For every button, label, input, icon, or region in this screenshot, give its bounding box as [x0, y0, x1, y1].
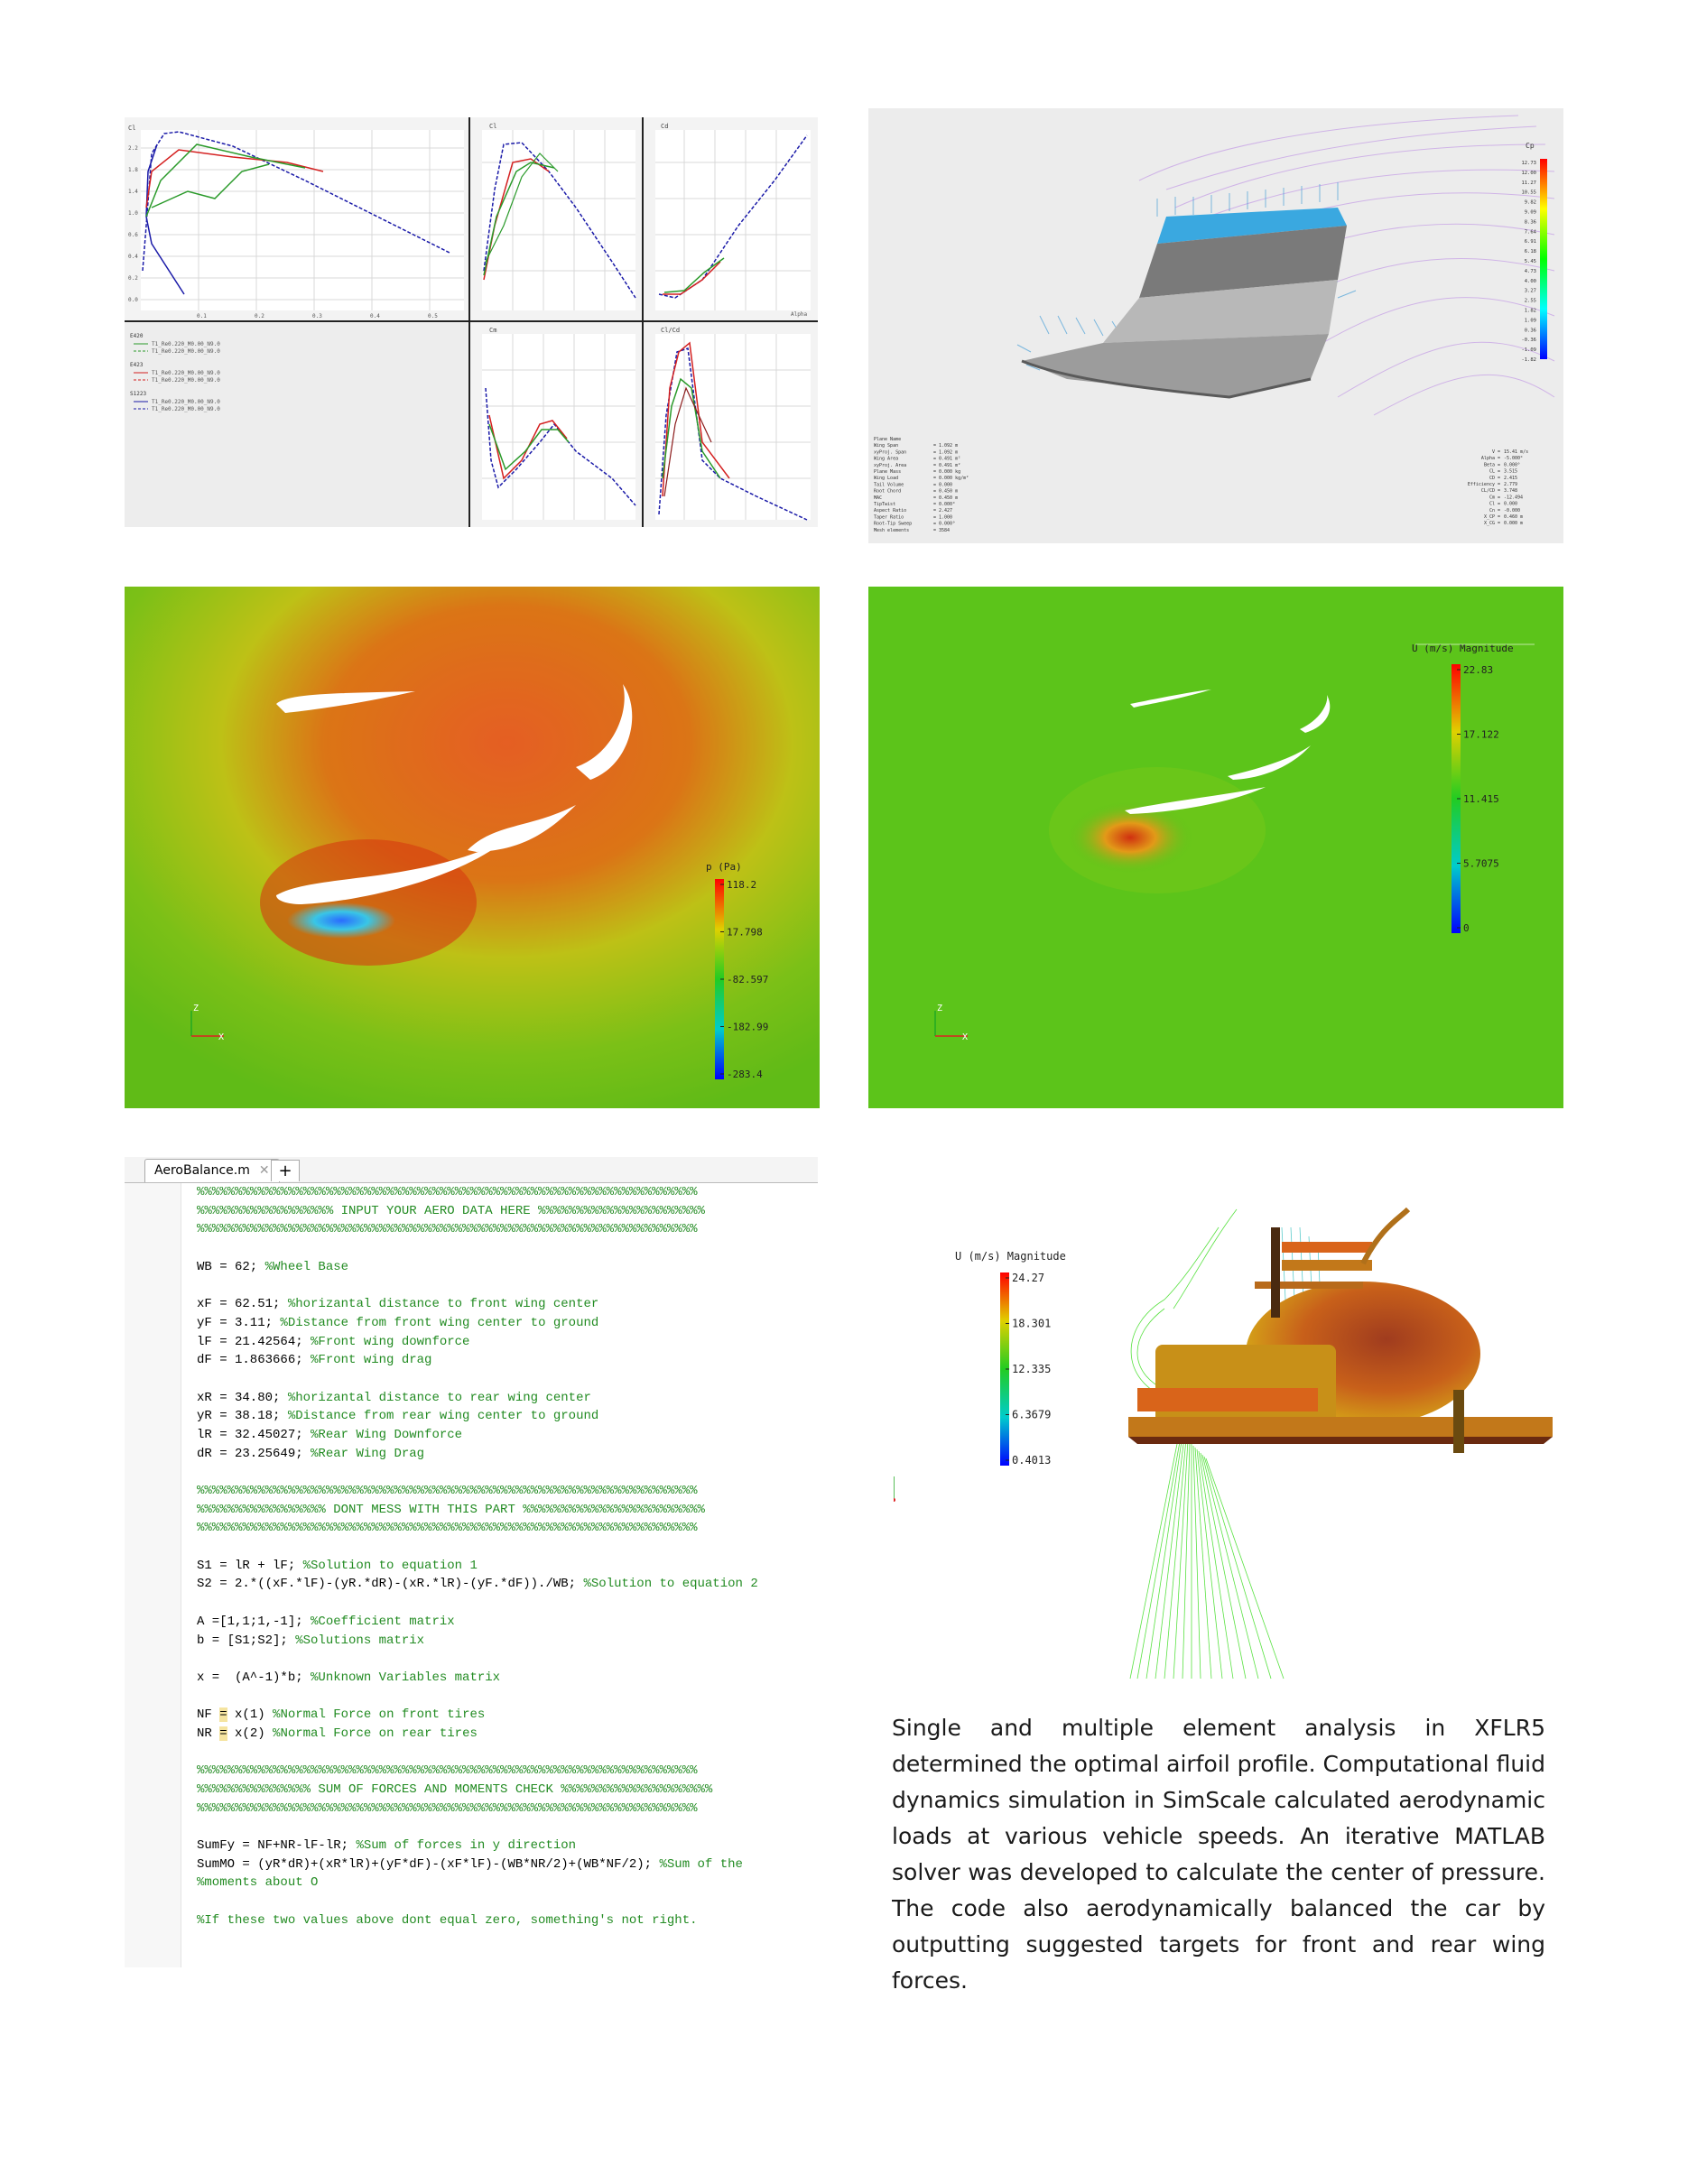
xflr5-3d-wing-view [868, 108, 1563, 543]
plane-info-label: xyProj. Span [874, 449, 907, 456]
code-line[interactable] [125, 1706, 818, 1725]
code-text: %%%%%%%%%%%%%%%%%% INPUT YOUR AERO DATA HERE %%%%%%%%%%%%%%%%%%%%%% [197, 1203, 705, 1218]
flight-info-label: Beta = [1483, 462, 1500, 468]
plane-info-label: Wing Span [874, 443, 899, 449]
code-text: b = [S1;S2]; %Solutions matrix [197, 1633, 425, 1648]
cl-axis-label: Cl [128, 125, 136, 132]
code-line[interactable] [125, 1892, 818, 1911]
svg-text:0.4: 0.4 [128, 254, 138, 260]
axis-triad [894, 1471, 921, 1516]
code-text: %%%%%%%%%%%%%%% SUM OF FORCES AND MOMENTS CHECK %%%%%%%%%%%%%%%%%%%% [197, 1782, 713, 1797]
plane-info-value: = 0.000 kg [933, 469, 961, 475]
code-text: %%%%%%%%%%%%%%%%%%%%%%%%%%%%%%%%%%%%%%%%%%%%%%%%%%%%%%%%%%%%%%%%%% [197, 1800, 698, 1816]
code-line[interactable] [125, 1874, 818, 1892]
code-text [181, 1892, 197, 1911]
velocity-legend-tick-label: 22.83 [1463, 664, 1494, 676]
code-line[interactable] [125, 1632, 818, 1651]
code-line[interactable] [125, 1258, 818, 1277]
code-text [181, 1594, 197, 1613]
flight-info-label: X_CP = [1483, 514, 1500, 520]
flight-info-value: 0.460 m [1504, 514, 1524, 520]
axis-x-label: X [962, 1032, 969, 1042]
cp-scale-tick: 6.18 [1524, 249, 1536, 255]
code-line[interactable] [125, 1837, 818, 1855]
velocity-contour-plot [868, 587, 1563, 1108]
xflr5-polar-plots [125, 117, 818, 527]
cp-scale-tick: -1.82 [1521, 357, 1536, 363]
cp-scale-tick: -0.36 [1521, 338, 1536, 344]
code-text: NR = x(2) %Normal Force on rear tires [197, 1726, 478, 1741]
velocity-legend-title: U (m/s) Magnitude [1412, 643, 1514, 654]
cp-scale-tick: 6.91 [1524, 239, 1536, 245]
code-text [181, 1930, 197, 1949]
plane-info-value: = 2.427 [933, 508, 953, 514]
plane-info-label: TipTwist [874, 502, 896, 507]
flight-info-label: Cm = [1489, 495, 1500, 501]
pressure-legend-tick-label: 118.2 [727, 879, 757, 891]
caption-paragraph: Single and multiple element analysis in XFLR5 determined the optimal airfoil profile. Computational fluid dynamics simulation in SimScale calculated aerodynamic loads at various vehicle speeds. An iterative MATLAB solver was developed to calculate the center of pressure. The code also aerodynamically balanced the car by outputting suggested targets for front and rear wing forces. [892, 1715, 1545, 1994]
code-line[interactable] [125, 1762, 818, 1781]
flight-info-value: -0.000 [1504, 507, 1521, 514]
axis-x-label: X [218, 1032, 225, 1042]
code-line[interactable] [125, 1855, 818, 1874]
flight-info-value: -5.000° [1504, 456, 1524, 462]
code-line[interactable] [125, 1800, 818, 1818]
svg-text:0.6: 0.6 [128, 232, 138, 238]
code-text: S1 = lR + lF; %Solution to equation 1 [197, 1558, 478, 1573]
cd-alpha-plot [655, 123, 811, 318]
code-text: %%%%%%%%%%%%%%%%%%%%%%%%%%%%%%%%%%%%%%%%%%%%%%%%%%%%%%%%%%%%%%%%%% [197, 1185, 698, 1199]
code-text [181, 1688, 197, 1707]
code-line[interactable] [125, 1930, 818, 1949]
code-line[interactable] [125, 1445, 818, 1464]
code-line[interactable] [125, 1239, 818, 1258]
flight-info-label: CL/CD = [1480, 488, 1500, 495]
flight-info-value: 0.000 m [1504, 521, 1524, 527]
car-legend-tick-label: 0.4013 [1012, 1454, 1052, 1467]
legend-entry: T1_Re0.220_M0.00_N9.0 [152, 377, 220, 384]
car-legend-tick-label: 18.301 [1012, 1317, 1052, 1330]
code-text: lF = 21.42564; %Front wing downforce [197, 1334, 470, 1349]
code-text: %%%%%%%%%%%%%%%%%%%%%%%%%%%%%%%%%%%%%%%%%%%%%%%%%%%%%%%%%%%%%%%%%% [197, 1521, 698, 1536]
code-line[interactable] [125, 1594, 818, 1613]
flight-info-label: X_CG = [1483, 521, 1500, 527]
cp-scale-tick: -1.09 [1521, 347, 1536, 354]
flight-info-label: Cn = [1489, 507, 1500, 514]
plane-info-label: Plane Mass [874, 469, 902, 475]
cl-cd-plot [128, 125, 464, 319]
code-line[interactable] [125, 1333, 818, 1352]
axis-z-label: Z [937, 1004, 943, 1013]
code-line[interactable] [125, 1613, 818, 1632]
flight-info-value: 0.000 [1504, 501, 1518, 507]
pressure-legend-tick-label: -182.99 [727, 1021, 769, 1033]
code-text: dF = 1.863666; %Front wing drag [197, 1353, 432, 1368]
code-text: %%%%%%%%%%%%%%%%%%%%%%%%%%%%%%%%%%%%%%%%%%%%%%%%%%%%%%%%%%%%%%%%%% [197, 1763, 698, 1779]
code-text: %%%%%%%%%%%%%%%%%%%%%%%%%%%%%%%%%%%%%%%%%%%%%%%%%%%%%%%%%%%%%%%%%% [197, 1222, 698, 1237]
code-line[interactable] [125, 1482, 818, 1501]
car-legend-tick-label: 6.3679 [1012, 1408, 1052, 1421]
velocity-legend-tick-label: 5.7075 [1463, 857, 1499, 870]
code-line[interactable] [125, 1501, 818, 1520]
code-text: A =[1,1;1,-1]; %Coefficient matrix [197, 1614, 455, 1629]
svg-text:1.4: 1.4 [128, 189, 138, 195]
flight-info-label: Alpha = [1480, 456, 1500, 462]
cl-cd-ratio-plot [655, 327, 811, 520]
pressure-legend-tick-label: 17.798 [727, 926, 763, 939]
add-tab-button[interactable]: + [271, 1160, 300, 1181]
code-line[interactable] [125, 1688, 818, 1707]
svg-text:0.2: 0.2 [255, 313, 264, 319]
flight-info-label: V = [1491, 449, 1500, 455]
plane-info-value: = 0.000° [933, 502, 956, 507]
flight-info-value: 15.41 m/s [1504, 449, 1529, 455]
legend-entry: T1_Re0.220_M0.00_N9.0 [152, 348, 220, 355]
cp-scale-tick: 12.00 [1521, 170, 1536, 176]
cp-scale-tick: 11.27 [1521, 180, 1536, 186]
clcd-axis-label: Cl/Cd [661, 327, 681, 334]
cp-scale-tick: 4.73 [1524, 268, 1536, 274]
plane-info-label: Wing Load [874, 476, 899, 482]
svg-text:0.1: 0.1 [197, 313, 207, 319]
svg-text:0.4: 0.4 [370, 313, 380, 319]
legend-group-e420: E420 [130, 333, 144, 339]
plane-info-label: Tail Volume [874, 482, 904, 488]
code-text: WB = 62; %Wheel Base [197, 1259, 349, 1274]
plane-info-value: = 0.000° [933, 521, 956, 527]
code-text [181, 1650, 197, 1669]
cl-axis-label: Cl [489, 123, 497, 130]
car-legend-tick-label: 24.27 [1012, 1272, 1045, 1284]
plane-info-label: Aspect Ratio [874, 508, 907, 514]
code-line[interactable] [125, 1220, 818, 1239]
plane-info-label: Root-Tip Sweep [874, 521, 913, 527]
svg-text:0.3: 0.3 [312, 313, 322, 319]
plane-info-value: = 0.000 kg/m² [933, 476, 969, 482]
alpha-axis-label: Alpha [791, 311, 808, 318]
code-text: NF = x(1) %Normal Force on front tires [197, 1707, 486, 1723]
car-legend-tick-label: 12.335 [1012, 1363, 1052, 1375]
cp-scale-tick: 1.09 [1524, 318, 1536, 324]
code-text: xF = 62.51; %horizantal distance to front wing center [197, 1297, 599, 1312]
flight-info-value: 0.000° [1504, 462, 1521, 468]
plane-info-label: Plane Name [874, 437, 902, 442]
legend-entry: T1_Re0.220_M0.00_N9.0 [152, 370, 220, 376]
cd-axis-label: Cd [661, 123, 669, 130]
flight-info-label: Efficiency = [1467, 482, 1500, 487]
velocity-legend-tick-label: 11.415 [1463, 793, 1499, 805]
editor-code-area[interactable] [125, 1183, 818, 1967]
flight-info-value: 2.779 [1504, 482, 1518, 487]
legend-entry: T1_Re0.220_M0.00_N9.0 [152, 406, 220, 412]
code-text [181, 1538, 197, 1557]
pressure-contour-plot [125, 587, 820, 1108]
car-legend-title: U (m/s) Magnitude [955, 1250, 1066, 1263]
svg-text:1.0: 1.0 [128, 210, 138, 217]
legend-entry: T1_Re0.220_M0.00_N9.0 [152, 341, 220, 347]
cp-scale-tick: 8.36 [1524, 219, 1536, 226]
code-text: %%%%%%%%%%%%%%%%%%%%%%%%%%%%%%%%%%%%%%%%%%%%%%%%%%%%%%%%%%%%%%%%%% [197, 1484, 698, 1498]
legend-group-s1223: S1223 [130, 391, 147, 397]
code-text: SumMO = (yR*dR)+(xR*lR)+(yF*dF)-(xF*lF)-(WB*NR/2)+(WB*NF/2); %Sum of the [197, 1856, 743, 1872]
code-line[interactable] [125, 1575, 818, 1594]
cp-scale-tick: 3.27 [1524, 288, 1536, 294]
svg-text:1.8: 1.8 [128, 167, 138, 173]
code-text: dR = 23.25649; %Rear Wing Drag [197, 1446, 425, 1461]
code-line[interactable] [125, 1911, 818, 1930]
pressure-legend-tick-label: -283.4 [727, 1069, 763, 1080]
plane-info-label: Mesh elements [874, 527, 910, 533]
plane-info-label: MAC [874, 495, 883, 501]
code-line[interactable] [125, 1818, 818, 1837]
flight-info-label: CL = [1489, 468, 1500, 475]
code-line[interactable] [125, 1557, 818, 1576]
cp-scale-tick: 1.82 [1524, 308, 1536, 314]
flight-info-value: -12.494 [1504, 495, 1524, 501]
plane-info-value: = 0.000 [933, 482, 953, 488]
code-text: lR = 32.45027; %Rear Wing Downforce [197, 1427, 463, 1442]
cp-scale-tick: 5.45 [1524, 259, 1536, 264]
code-line[interactable] [125, 1370, 818, 1389]
plane-info-value: = 1.092 m [933, 443, 959, 449]
cp-scale-tick: 7.64 [1524, 229, 1536, 236]
svg-text:0.2: 0.2 [128, 275, 138, 282]
plane-info-value: = 0.450 m [933, 495, 959, 501]
code-line[interactable] [125, 1781, 818, 1800]
matlab-editor [125, 1157, 818, 1978]
flight-info-label: CD = [1489, 475, 1500, 481]
pressure-legend-tick-label: -82.597 [727, 974, 769, 986]
plane-info-value: = 1.000 [933, 514, 953, 521]
cm-axis-label: Cm [489, 327, 497, 334]
plane-info-value: = 0.491 m² [933, 456, 961, 462]
code-text [181, 1744, 197, 1763]
legend-group-e423: E423 [130, 362, 144, 368]
cp-scale-tick: 2.55 [1524, 298, 1536, 304]
plane-info-label: Wing Area [874, 456, 899, 462]
code-text: SumFy = NF+NR-lF-lR; %Sum of forces in y direction [197, 1838, 577, 1854]
code-text: yR = 38.18; %Distance from rear wing center to ground [197, 1409, 599, 1424]
code-text: xR = 34.80; %horizantal distance to rear wing center [197, 1390, 591, 1405]
code-line[interactable] [125, 1725, 818, 1744]
code-line[interactable] [125, 1463, 818, 1482]
code-line[interactable] [125, 1519, 818, 1538]
code-text [181, 1276, 197, 1295]
legend-entry: T1_Re0.220_M0.00_N9.0 [152, 399, 220, 405]
code-line[interactable] [125, 1314, 818, 1333]
code-text [181, 1463, 197, 1482]
axis-z-label: Z [193, 1004, 199, 1013]
velocity-legend-tick-label: 17.122 [1463, 728, 1499, 741]
code-line[interactable] [125, 1538, 818, 1557]
plane-info-value: = 3584 [933, 527, 951, 533]
code-line[interactable] [125, 1426, 818, 1445]
svg-text:2.2: 2.2 [128, 145, 138, 152]
code-text: %%%%%%%%%%%%%%%%% DONT MESS WITH THIS PART %%%%%%%%%%%%%%%%%%%%%%%% [197, 1502, 705, 1517]
code-line[interactable] [125, 1202, 818, 1221]
code-line[interactable] [125, 1650, 818, 1669]
code-line[interactable] [125, 1276, 818, 1295]
cm-alpha-plot [482, 327, 635, 520]
cp-scale-tick: 9.09 [1524, 209, 1536, 216]
code-text: x = (A^-1)*b; %Unknown Variables matrix [197, 1670, 501, 1685]
plane-info-value: = 1.092 m [933, 449, 959, 456]
code-text: S2 = 2.*((xF.*lF)-(yR.*dR)-(xR.*lR)-(yF.*dF))./WB; %Solution to equation 2 [197, 1577, 758, 1592]
code-line[interactable] [125, 1948, 818, 1967]
cp-scale-title: Cp [1526, 142, 1535, 150]
cp-color-bar [1540, 159, 1547, 359]
plane-info-value: = 0.450 m [933, 488, 959, 495]
code-text [181, 1948, 197, 1967]
plane-info-value: = 0.491 m² [933, 462, 961, 468]
cp-scale-tick: 9.82 [1524, 199, 1536, 206]
code-line[interactable] [125, 1351, 818, 1370]
svg-text:0.0: 0.0 [128, 297, 138, 303]
plane-info-label: xyProj. Area [874, 462, 907, 468]
code-text: yF = 3.11; %Distance from front wing center to ground [197, 1315, 599, 1330]
cl-alpha-plot [482, 123, 635, 310]
flight-info-label: Cl = [1489, 501, 1500, 507]
plane-info-label: Root Chord [874, 488, 902, 495]
code-text [181, 1818, 197, 1837]
car-streamline-render [894, 1173, 1562, 1697]
flight-info-value: 3.515 [1504, 468, 1518, 475]
editor-tab-bar [125, 1157, 818, 1183]
cp-scale-tick: 4.00 [1524, 278, 1536, 284]
plane-info-label: Taper Ratio [874, 514, 904, 521]
editor-tab-aerobalance[interactable] [144, 1159, 280, 1182]
flight-info-value: 3.748 [1504, 488, 1518, 495]
velocity-legend-tick-label: 0 [1463, 922, 1470, 934]
code-line[interactable] [125, 1407, 818, 1426]
code-line[interactable] [125, 1389, 818, 1408]
editor-tab-label: AeroBalance.m [154, 1163, 250, 1178]
cp-scale-tick: 0.36 [1524, 328, 1536, 334]
cp-scale-tick: 12.73 [1521, 161, 1536, 166]
code-text: %moments about O [197, 1875, 319, 1891]
close-icon[interactable]: ✕ [258, 1163, 270, 1178]
code-line[interactable] [125, 1744, 818, 1763]
code-line[interactable] [125, 1295, 818, 1314]
code-line[interactable] [125, 1183, 818, 1202]
svg-text:0.5: 0.5 [428, 313, 438, 319]
code-text [181, 1370, 197, 1389]
code-text [181, 1239, 197, 1258]
cp-scale-tick: 10.55 [1521, 190, 1536, 196]
pressure-legend-title: p (Pa) [706, 861, 742, 873]
flight-info-value: 2.415 [1504, 475, 1518, 481]
code-line[interactable] [125, 1669, 818, 1688]
code-text: %If these two values above dont equal zero, something's not right. [197, 1912, 698, 1928]
